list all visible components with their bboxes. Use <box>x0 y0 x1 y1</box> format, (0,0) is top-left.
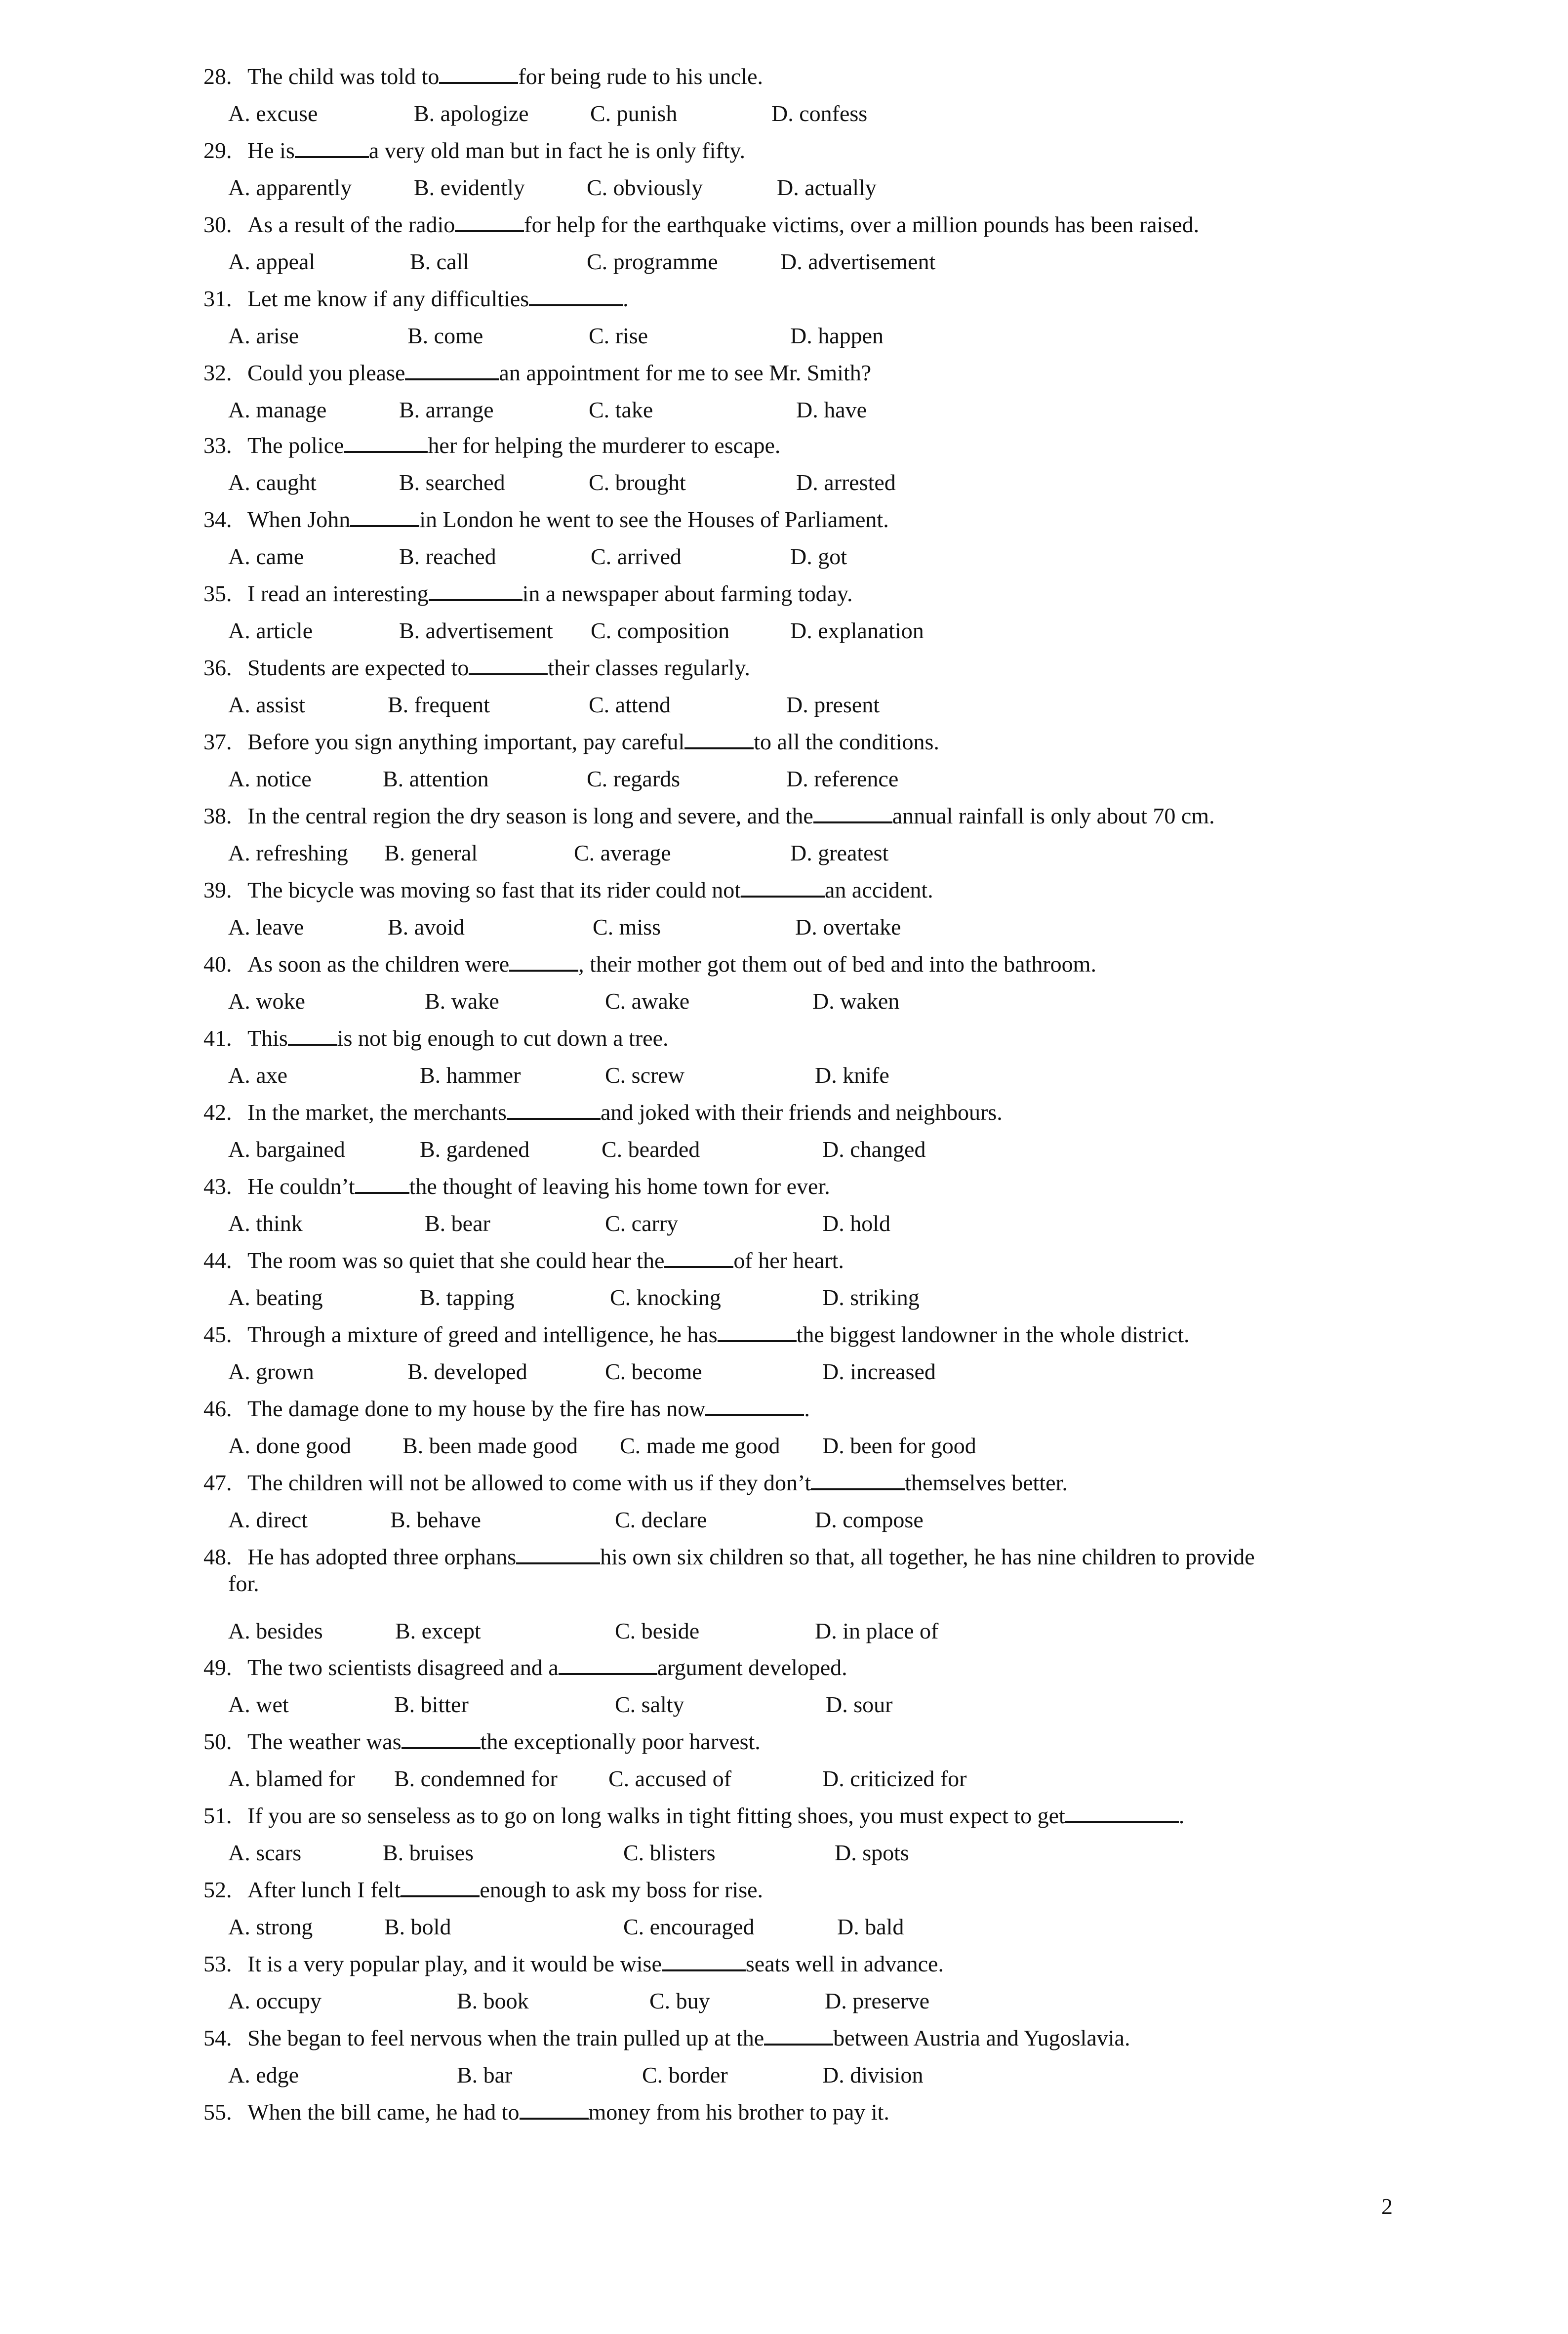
question-number: 43. <box>203 1174 232 1199</box>
question <box>203 1951 1389 1977</box>
question-text-before: It is a very popular play, and it would be wise <box>247 1951 662 1976</box>
option-d[interactable]: D. preserve <box>825 1988 930 2013</box>
question-text-after: in a newspaper about farming today. <box>522 581 853 606</box>
question-number: 50. <box>203 1729 232 1754</box>
answer-blank[interactable] <box>764 2026 833 2046</box>
question-number: 52. <box>203 1877 232 1902</box>
options-row <box>0 469 1568 496</box>
question-text-after: their classes regularly. <box>548 655 750 680</box>
option-d[interactable]: D. bald <box>837 1914 904 1939</box>
option-d[interactable]: D. in place of <box>815 1618 939 1643</box>
option-a[interactable]: A. assist <box>228 692 305 717</box>
question-text-before: After lunch I felt <box>247 1877 401 1902</box>
question-number: 28. <box>203 64 232 89</box>
question <box>203 2099 1389 2126</box>
question <box>203 1470 1389 1496</box>
option-d[interactable]: D. been for good <box>822 1433 976 1458</box>
answer-blank[interactable] <box>520 2100 589 2120</box>
options-row <box>0 766 1568 792</box>
option-b[interactable]: B. bitter <box>394 1692 469 1717</box>
answer-blank[interactable] <box>813 804 892 823</box>
option-d[interactable]: D. knife <box>815 1063 889 1088</box>
options-row <box>0 617 1568 644</box>
question-text-after: and joked with their friends and neighbours. <box>600 1100 1003 1125</box>
question <box>203 1728 1389 1755</box>
question <box>203 63 1389 90</box>
option-a[interactable]: A. direct <box>228 1507 308 1532</box>
question-number: 31. <box>203 286 232 311</box>
question-text-after: . <box>623 286 629 311</box>
option-c[interactable]: C. average <box>574 840 671 865</box>
option-c[interactable]: C. miss <box>593 914 661 940</box>
answer-blank[interactable] <box>344 433 428 453</box>
question-number: 41. <box>203 1025 232 1051</box>
option-c[interactable]: C. rise <box>589 323 648 348</box>
options-row <box>0 1433 1568 1459</box>
option-b[interactable]: B. call <box>410 249 470 274</box>
option-d[interactable]: D. reference <box>786 766 899 791</box>
answer-blank[interactable] <box>529 287 623 306</box>
question <box>203 580 1389 607</box>
question-text-after: . <box>1178 1803 1185 1828</box>
question <box>203 360 1389 386</box>
answer-blank[interactable] <box>718 1322 797 1342</box>
options-row <box>0 2062 1568 2088</box>
option-c[interactable]: C. blisters <box>623 1840 716 1865</box>
option-a[interactable]: A. done good <box>228 1433 352 1458</box>
option-a[interactable]: A. beating <box>228 1285 323 1310</box>
answer-blank[interactable] <box>429 581 523 601</box>
options-row <box>0 397 1568 423</box>
answer-blank[interactable] <box>350 507 419 527</box>
question <box>203 432 1389 459</box>
question-text-after: in London he went to see the Houses of Parliament. <box>419 507 889 532</box>
options-row <box>0 1284 1568 1311</box>
option-b[interactable]: B. bold <box>384 1914 451 1939</box>
option-d[interactable]: D. actually <box>777 175 877 200</box>
answer-blank[interactable] <box>509 952 578 972</box>
option-d[interactable]: D. increased <box>822 1359 936 1384</box>
options-row <box>0 1062 1568 1089</box>
options-row <box>0 692 1568 718</box>
options-row <box>0 988 1568 1015</box>
answer-blank[interactable] <box>664 1248 733 1268</box>
question-number: 32. <box>203 360 232 385</box>
question-text-after: the exceptionally poor harvest. <box>480 1729 761 1754</box>
question-number: 47. <box>203 1470 232 1495</box>
options-row <box>0 1210 1568 1237</box>
option-a[interactable]: A. woke <box>228 988 305 1014</box>
option-c[interactable]: C. knocking <box>610 1285 721 1310</box>
option-c[interactable]: C. declare <box>615 1507 707 1532</box>
answer-blank[interactable] <box>662 1952 746 1971</box>
question-text-after: . <box>804 1396 810 1421</box>
options-row <box>0 323 1568 349</box>
option-d[interactable]: D. explanation <box>790 618 924 643</box>
answer-blank[interactable] <box>355 1174 409 1194</box>
option-b[interactable]: B. book <box>457 1988 529 2013</box>
option-c[interactable]: C. buy <box>649 1988 710 2013</box>
question-number: 33. <box>203 433 232 458</box>
option-b[interactable]: B. searched <box>399 470 505 495</box>
question-text-before: The police <box>247 433 344 458</box>
question-text-after: enough to ask my boss for rise. <box>480 1877 764 1902</box>
question-number: 30. <box>203 212 232 237</box>
question-text-before: I read an interesting <box>247 581 429 606</box>
option-d[interactable]: D. division <box>822 2062 924 2088</box>
question-text-after: a very old man but in fact he is only fifty. <box>368 138 746 163</box>
answer-blank[interactable] <box>811 1471 905 1490</box>
question-number: 37. <box>203 729 232 754</box>
options-row <box>0 914 1568 941</box>
options-row <box>0 840 1568 866</box>
option-b[interactable]: B. developed <box>407 1359 527 1384</box>
question <box>203 877 1389 903</box>
answer-blank[interactable] <box>401 1878 480 1897</box>
question-number: 48. <box>203 1544 232 1569</box>
question <box>203 211 1389 238</box>
option-a[interactable]: A. besides <box>228 1618 323 1643</box>
option-c[interactable]: C. punish <box>590 101 678 126</box>
options-row <box>0 174 1568 201</box>
question-text-before: He couldn’t <box>247 1174 355 1199</box>
page-number: 2 <box>1381 2194 1393 2219</box>
option-b[interactable]: B. apologize <box>414 101 529 126</box>
option-c[interactable]: C. beside <box>615 1618 700 1643</box>
question <box>203 286 1389 312</box>
option-d[interactable]: D. sour <box>826 1692 893 1717</box>
options-row <box>0 1840 1568 1866</box>
option-c[interactable]: C. attend <box>589 692 671 717</box>
question <box>203 2025 1389 2051</box>
answer-blank[interactable] <box>469 655 548 675</box>
option-c[interactable]: C. programme <box>587 249 718 274</box>
option-d[interactable]: D. greatest <box>790 840 889 865</box>
answer-blank[interactable] <box>516 1545 600 1564</box>
option-b[interactable]: B. behave <box>390 1507 481 1532</box>
question-text-continued: for. <box>228 1571 259 1596</box>
option-b[interactable]: B. general <box>384 840 478 865</box>
option-a[interactable]: A. came <box>228 544 304 569</box>
question-number: 38. <box>203 803 232 828</box>
option-a[interactable]: A. think <box>228 1211 303 1236</box>
option-a[interactable]: A. leave <box>228 914 304 940</box>
question-text-before: As soon as the children were <box>247 951 510 977</box>
question-text-before: Before you sign anything important, pay careful <box>247 729 685 754</box>
answer-blank[interactable] <box>295 138 369 158</box>
question-number: 42. <box>203 1100 232 1125</box>
question-number: 34. <box>203 507 232 532</box>
option-b[interactable]: B. advertisement <box>399 618 553 643</box>
question-text-before: The children will not be allowed to come with us if they don’t <box>247 1470 811 1495</box>
option-d[interactable]: D. striking <box>822 1285 920 1310</box>
question <box>203 1321 1389 1348</box>
question <box>203 729 1389 755</box>
options-row <box>0 1988 1568 2014</box>
options-row <box>0 1618 1568 1644</box>
question <box>203 1025 1389 1052</box>
question-text-before: The bicycle was moving so fast that its rider could not <box>247 877 741 902</box>
options-row <box>0 1691 1568 1718</box>
question-text-before: The room was so quiet that she could hear the <box>247 1248 665 1273</box>
question-text-after: for being rude to his uncle. <box>518 64 764 89</box>
option-c[interactable]: C. composition <box>591 618 730 643</box>
question-text-after: between Austria and Yugoslavia. <box>833 2025 1130 2050</box>
option-b[interactable]: B. hammer <box>420 1063 521 1088</box>
question-text-after: for help for the earthquake victims, over a million pounds has been raised. <box>524 212 1200 237</box>
option-c[interactable]: C. regards <box>587 766 681 791</box>
question-number: 53. <box>203 1951 232 1976</box>
options-row <box>0 543 1568 570</box>
option-b[interactable]: B. come <box>407 323 483 348</box>
option-a[interactable]: A. occupy <box>228 1988 322 2013</box>
question-text-after: to all the conditions. <box>754 729 939 754</box>
question-text-before: When the bill came, he had to <box>247 2099 520 2125</box>
answer-blank[interactable] <box>684 730 754 749</box>
question-number: 44. <box>203 1248 232 1273</box>
question-text-after: is not big enough to cut down a tree. <box>337 1025 669 1051</box>
option-a[interactable]: A. blamed for <box>228 1766 355 1791</box>
question-text-after: themselves better. <box>905 1470 1068 1495</box>
question-text-before: When John <box>247 507 351 532</box>
option-a[interactable]: A. excuse <box>228 101 318 126</box>
question-text-after: annual rainfall is only about 70 cm. <box>892 803 1215 828</box>
question-text-before: The child was told to <box>247 64 440 89</box>
options-row <box>0 1507 1568 1533</box>
option-c[interactable]: C. carry <box>605 1211 679 1236</box>
option-a[interactable]: A. edge <box>228 2062 299 2088</box>
options-row <box>0 1914 1568 1940</box>
question-number: 51. <box>203 1803 232 1828</box>
question-number: 54. <box>203 2025 232 2050</box>
option-b[interactable]: B. bear <box>425 1211 490 1236</box>
option-b[interactable]: B. evidently <box>414 175 525 200</box>
question-text-before: Let me know if any difficulties <box>247 286 529 311</box>
question-number: 39. <box>203 877 232 902</box>
question-text-before: This <box>247 1025 288 1051</box>
question <box>203 1654 1389 1681</box>
options-row <box>0 1358 1568 1385</box>
question-text-after: seats well in advance. <box>745 1951 944 1976</box>
option-b[interactable]: B. wake <box>425 988 499 1014</box>
option-c[interactable]: C. brought <box>589 470 686 495</box>
option-b[interactable]: B. except <box>395 1618 481 1643</box>
answer-blank[interactable] <box>507 1100 601 1120</box>
question-text-after: the biggest landowner in the whole district. <box>796 1322 1190 1347</box>
option-b[interactable]: B. bar <box>457 2062 513 2088</box>
question-text-before: The weather was <box>247 1729 402 1754</box>
options-row <box>0 248 1568 275</box>
question-text-before: As a result of the radio <box>247 212 455 237</box>
option-c[interactable]: C. screw <box>605 1063 684 1088</box>
question-text-before: Through a mixture of greed and intelligence, he has <box>247 1322 718 1347</box>
option-a[interactable]: A. scars <box>228 1840 302 1865</box>
option-a[interactable]: A. apparently <box>228 175 352 200</box>
question-text-after: argument developed. <box>657 1655 847 1680</box>
answer-blank[interactable] <box>1065 1803 1179 1823</box>
option-d[interactable]: D. confess <box>771 101 868 126</box>
question-text-after: , their mother got them out of bed and into the bathroom. <box>578 951 1096 977</box>
question-number: 36. <box>203 655 232 680</box>
option-b[interactable]: B. bruises <box>383 1840 474 1865</box>
question-number: 49. <box>203 1655 232 1680</box>
answer-blank[interactable] <box>439 64 518 84</box>
option-a[interactable]: A. refreshing <box>228 840 348 865</box>
question-text-before: Could you please <box>247 360 405 385</box>
question <box>203 506 1389 533</box>
answer-blank[interactable] <box>559 1655 657 1675</box>
option-c[interactable]: C. arrived <box>591 544 682 569</box>
option-b[interactable]: B. been made good <box>402 1433 578 1458</box>
question <box>203 1544 1389 1597</box>
option-a[interactable]: A. caught <box>228 470 317 495</box>
question-text-before: The two scientists disagreed and a <box>247 1655 559 1680</box>
option-a[interactable]: A. article <box>228 618 313 643</box>
question <box>203 1395 1389 1422</box>
question-text-after: money from his brother to pay it. <box>588 2099 889 2125</box>
option-a[interactable]: A. notice <box>228 766 312 791</box>
option-b[interactable]: B. condemned for <box>394 1766 558 1791</box>
answer-blank[interactable] <box>288 1026 337 1046</box>
question-text-before: She began to feel nervous when the train pulled up at the <box>247 2025 764 2050</box>
option-a[interactable]: A. strong <box>228 1914 313 1939</box>
option-d[interactable]: D. criticized for <box>822 1766 967 1791</box>
option-c[interactable]: C. border <box>642 2062 728 2088</box>
answer-blank[interactable] <box>741 878 825 898</box>
question-number: 29. <box>203 138 232 163</box>
option-d[interactable]: D. changed <box>822 1137 926 1162</box>
question-text-before: In the central region the dry season is long and severe, and the <box>247 803 813 828</box>
question-number: 45. <box>203 1322 232 1347</box>
question-text-before: Students are expected to <box>247 655 469 680</box>
option-d[interactable]: D. have <box>796 397 867 422</box>
question <box>203 655 1389 681</box>
question <box>203 951 1389 978</box>
answer-blank[interactable] <box>455 212 524 232</box>
option-c[interactable]: C. become <box>605 1359 702 1384</box>
question-text-before: He is <box>247 138 295 163</box>
answer-blank[interactable] <box>405 361 499 380</box>
option-b[interactable]: B. avoid <box>388 914 465 940</box>
question-number: 55. <box>203 2099 232 2125</box>
option-b[interactable]: B. tapping <box>420 1285 515 1310</box>
option-d[interactable]: D. advertisement <box>780 249 936 274</box>
option-a[interactable]: A. arise <box>228 323 299 348</box>
question <box>203 1173 1389 1200</box>
option-c[interactable]: C. accused of <box>608 1766 732 1791</box>
question <box>203 1877 1389 1903</box>
question-text-after: his own six children so that, all together, he has nine children to provide <box>600 1544 1255 1569</box>
option-c[interactable]: C. salty <box>615 1692 684 1717</box>
option-d[interactable]: D. compose <box>815 1507 924 1532</box>
question-text-after: of her heart. <box>733 1248 844 1273</box>
question-text-before: If you are so senseless as to go on long walks in tight fitting shoes, you must expect to get <box>247 1803 1065 1828</box>
question <box>203 1802 1389 1829</box>
options-row <box>0 100 1568 127</box>
question <box>203 803 1389 829</box>
question-text-before: In the market, the merchants <box>247 1100 507 1125</box>
option-b[interactable]: B. reached <box>399 544 496 569</box>
question <box>203 1099 1389 1126</box>
option-d[interactable]: D. overtake <box>795 914 901 940</box>
option-a[interactable]: A. bargained <box>228 1137 345 1162</box>
option-d[interactable]: D. hold <box>822 1211 890 1236</box>
option-d[interactable]: D. arrested <box>796 470 896 495</box>
option-b[interactable]: B. frequent <box>388 692 490 717</box>
option-a[interactable]: A. grown <box>228 1359 314 1384</box>
question-text-after: an appointment for me to see Mr. Smith? <box>499 360 872 385</box>
option-a[interactable]: A. axe <box>228 1063 288 1088</box>
option-c[interactable]: C. encouraged <box>623 1914 755 1939</box>
option-d[interactable]: D. got <box>790 544 847 569</box>
option-c[interactable]: C. bearded <box>602 1137 700 1162</box>
answer-blank[interactable] <box>705 1396 804 1416</box>
answer-blank[interactable] <box>402 1729 481 1749</box>
option-a[interactable]: A. wet <box>228 1692 289 1717</box>
question-text-after: her for helping the murderer to escape. <box>428 433 781 458</box>
option-c[interactable]: C. awake <box>605 988 690 1014</box>
option-d[interactable]: D. happen <box>790 323 884 348</box>
options-row <box>0 1136 1568 1163</box>
option-d[interactable]: D. spots <box>835 1840 909 1865</box>
question-number: 40. <box>203 951 232 977</box>
option-d[interactable]: D. present <box>786 692 880 717</box>
question-number: 46. <box>203 1396 232 1421</box>
question-text-before: He has adopted three orphans <box>247 1544 517 1569</box>
option-b[interactable]: B. arrange <box>399 397 494 422</box>
option-b[interactable]: B. attention <box>383 766 489 791</box>
question <box>203 1247 1389 1274</box>
option-c[interactable]: C. made me good <box>620 1433 780 1458</box>
option-a[interactable]: A. appeal <box>228 249 316 274</box>
question-text-before: The damage done to my house by the fire has now <box>247 1396 706 1421</box>
option-c[interactable]: C. obviously <box>587 175 703 200</box>
question-text-after: the thought of leaving his home town for ever. <box>409 1174 830 1199</box>
option-c[interactable]: C. take <box>589 397 653 422</box>
option-d[interactable]: D. waken <box>812 988 900 1014</box>
options-row <box>0 1765 1568 1792</box>
question <box>203 137 1389 164</box>
question-text-after: an accident. <box>825 877 933 902</box>
question-number: 35. <box>203 581 232 606</box>
option-b[interactable]: B. gardened <box>420 1137 530 1162</box>
option-a[interactable]: A. manage <box>228 397 327 422</box>
